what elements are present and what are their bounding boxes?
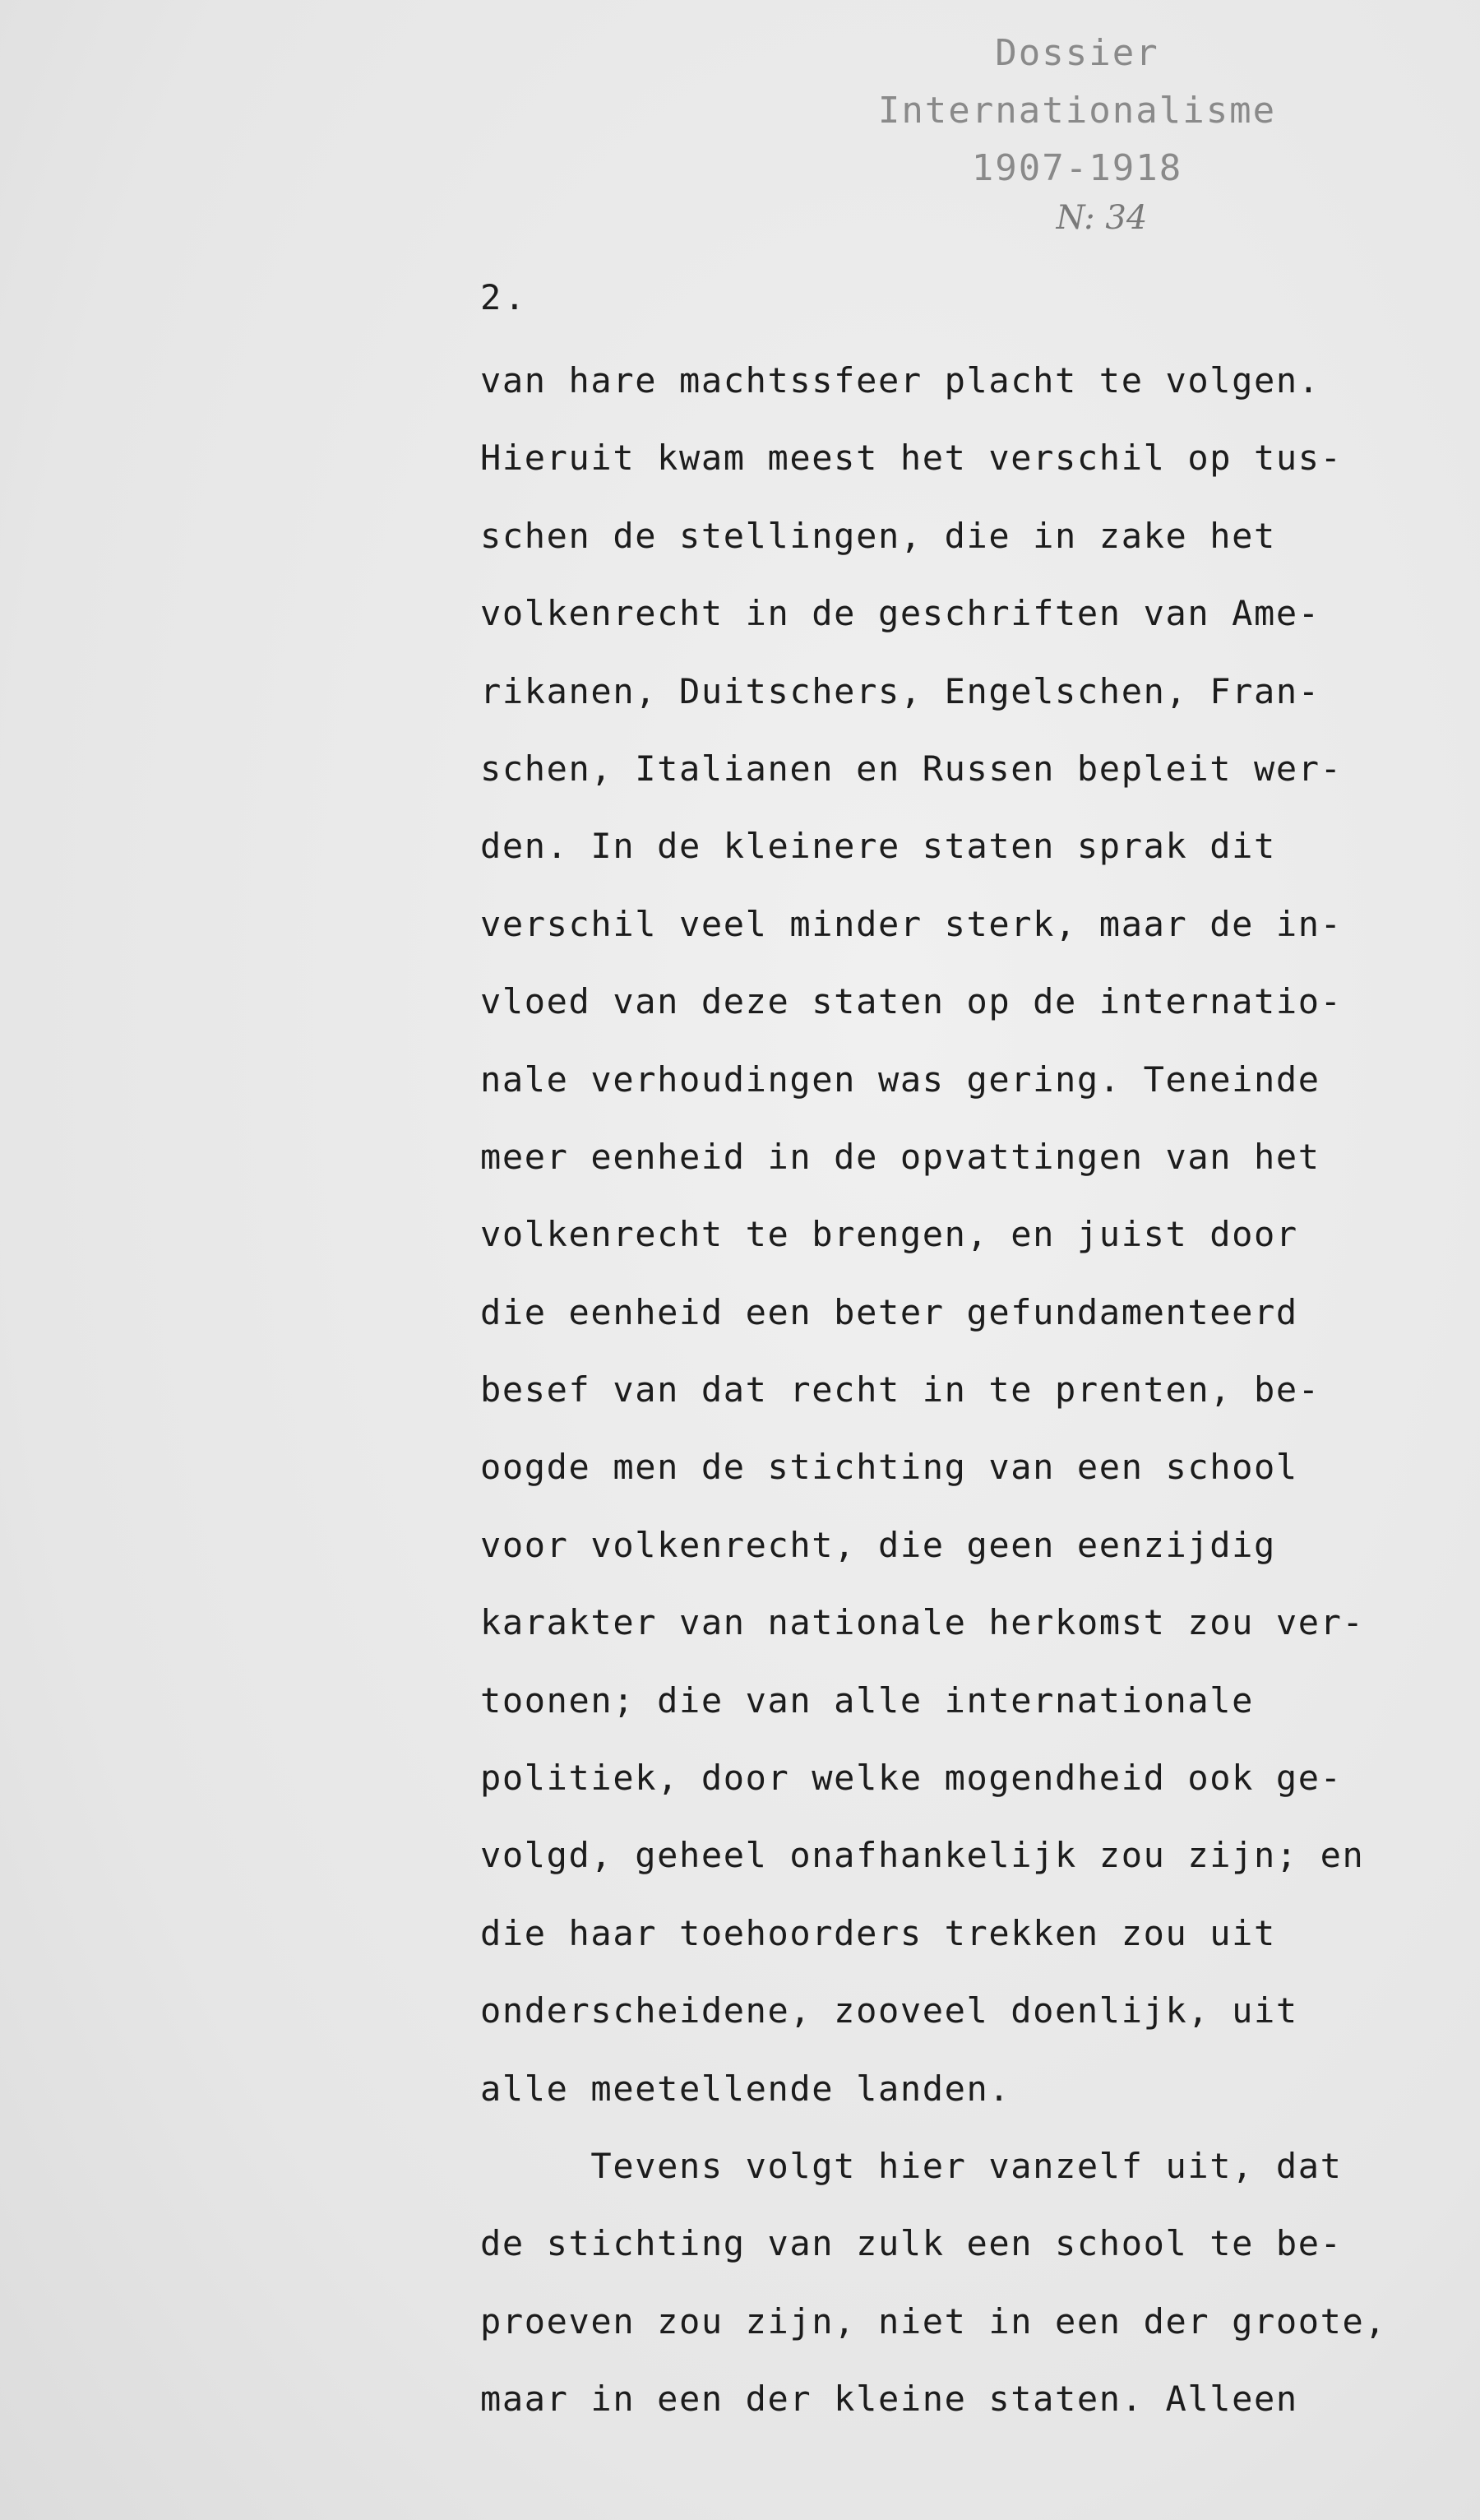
stamp-subject: Internationalisme	[877, 90, 1277, 132]
handwritten-number: N: 34	[1056, 199, 1148, 237]
text-line: Hieruit kwam meest het verschil op tus-	[480, 438, 1343, 479]
text-line: rikanen, Duitschers, Engelschen, Fran-	[480, 670, 1320, 711]
text-line: verschil veel minder sterk, maar de in-	[480, 903, 1343, 944]
text-line: volkenrecht in de geschriften van Ame-	[480, 593, 1320, 634]
page-number: 2.	[480, 277, 529, 317]
text-line: alle meetellende landen.	[480, 2068, 1011, 2109]
text-line: karakter van nationale herkomst zou ver-	[480, 1602, 1365, 1643]
text-line: besef van dat recht in te prenten, be-	[480, 1369, 1320, 1411]
text-line: toonen; die van alle internationale	[480, 1679, 1255, 1721]
text-line: voor volkenrecht, die geen eenzijdig	[480, 1524, 1276, 1565]
text-line: Tevens volgt hier vanzelf uit, dat	[480, 2145, 1343, 2186]
text-line: oogde men de stichting van een school	[480, 1447, 1298, 1488]
archive-stamp	[822, 25, 1332, 239]
text-line: onderscheidene, zooveel doenlijk, uit	[480, 1990, 1298, 2031]
stamp-title: Dossier	[995, 32, 1159, 74]
text-line: meer eenheid in de opvattingen van het	[480, 1136, 1320, 1177]
text-line: de stichting van zulk een school te be-	[480, 2223, 1343, 2264]
stamp-years: 1907-1918	[971, 147, 1183, 189]
text-line: volkenrecht te brengen, en juist door	[480, 1214, 1298, 1255]
text-line: van hare machtssfeer placht te volgen.	[480, 360, 1320, 401]
text-line: volgd, geheel onafhankelijk zou zijn; en	[480, 1835, 1365, 1876]
text-line: maar in een der kleine staten. Alleen	[480, 2379, 1298, 2420]
text-line: nale verhoudingen was gering. Teneinde	[480, 1058, 1320, 1100]
text-line: politiek, door welke mogendheid ook ge-	[480, 1758, 1343, 1799]
typed-text-block	[480, 342, 1434, 2439]
text-line: den. In de kleinere staten sprak dit	[480, 826, 1276, 867]
text-line: die haar toehoorders trekken zou uit	[480, 1912, 1276, 1953]
text-line: schen, Italianen en Russen bepleit wer-	[480, 748, 1343, 789]
text-line: vloed van deze staten op de internatio-	[480, 981, 1343, 1022]
text-line: proeven zou zijn, niet in een der groote,	[480, 2300, 1387, 2342]
text-line: schen de stellingen, die in zake het	[480, 515, 1276, 556]
text-line: die eenheid een beter gefundamenteerd	[480, 1291, 1298, 1332]
